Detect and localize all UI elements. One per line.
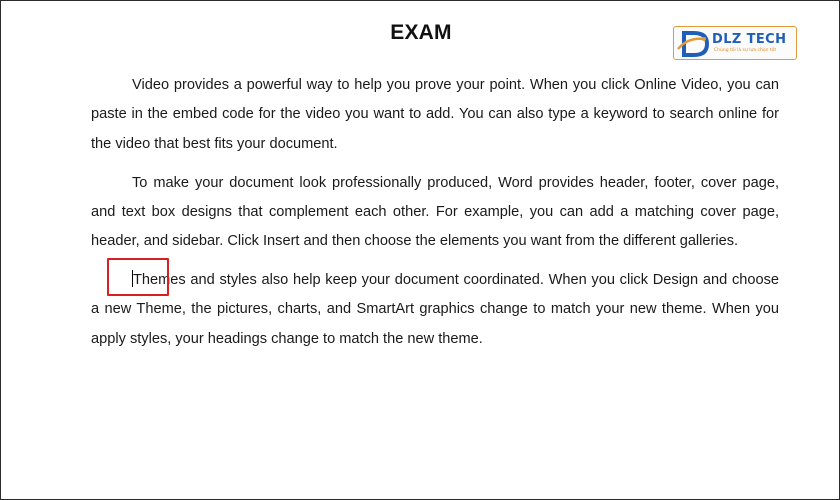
logo-tagline: Chúng tôi là sự lựa chọn tốt [714, 48, 777, 53]
dlz-tech-logo [673, 26, 797, 60]
cursor-highlight-box [107, 258, 169, 296]
paragraph-3-text[interactable]: Themes and styles also help keep your document coordinated. When you click Design and choose a new Theme, the pictures, charts, and SmartArt graphics change to match your new theme. When you apply styles, your headings change to match the new theme. [91, 272, 779, 347]
logo-brand-text: DLZ TECH [712, 32, 787, 47]
logo-d-icon [674, 27, 714, 60]
paragraph-3[interactable] [91, 266, 779, 354]
paragraph-1[interactable]: Video provides a powerful way to help you prove your point. When you click Online Video, you can paste in the embed code for the video you want to add. You can also type a keyword to search online for the video that best fits your document. [91, 77, 779, 152]
document-body[interactable] [91, 71, 779, 364]
paragraph-2[interactable]: To make your document look professionally produced, Word provides header, footer, cover page, and text box designs that complement each other. For example, you can add a matching cover page, header, and sidebar. Click Insert and then choose the elements you want from the different galleries. [91, 174, 779, 250]
document-title: EXAM [390, 21, 452, 44]
